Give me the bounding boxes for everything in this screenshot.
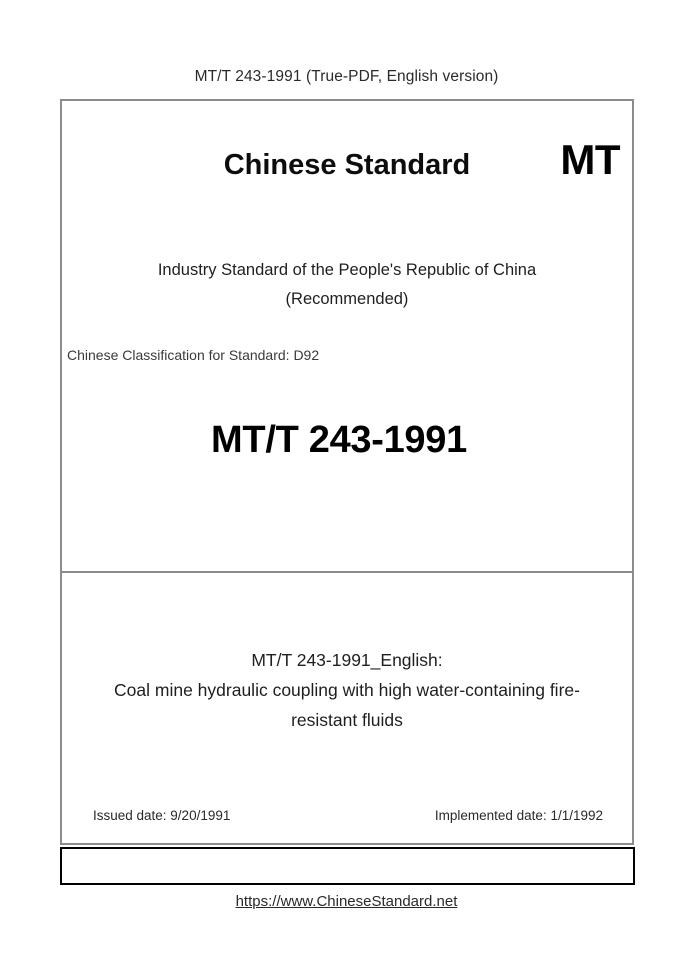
- page-title: Chinese Standard: [223, 149, 471, 181]
- mt-logo: MT: [560, 136, 620, 183]
- cover-lower-section: [62, 575, 632, 843]
- classification-code: Chinese Classification for Standard: D92: [67, 347, 320, 363]
- english-reference-line: MT/T 243-1991_English:: [251, 650, 443, 670]
- document-header-line: MT/T 243-1991 (True-PDF, English version): [194, 68, 499, 85]
- cover-title-row: [62, 136, 632, 205]
- issuer-line-secondary: (Recommended): [285, 290, 409, 308]
- standard-number: MT/T 243-1991: [211, 419, 467, 461]
- dates-row: [62, 808, 632, 828]
- footer-url-text[interactable]: https://www.ChineseStandard.net: [235, 893, 458, 910]
- issuer-block: [62, 256, 632, 314]
- issued-date: Issued date: 9/20/1991: [93, 808, 231, 823]
- publisher-bar: [60, 847, 635, 885]
- issuer-line-primary: Industry Standard of the People's Republic of China: [157, 261, 537, 279]
- english-title-block: [72, 645, 622, 735]
- cover-upper-section: [62, 101, 632, 573]
- english-title-line-2: resistant fluids: [291, 710, 403, 730]
- implemented-date: Implemented date: 1/1/1992: [434, 808, 603, 823]
- cover-frame: [60, 99, 634, 845]
- english-title-line-1: Coal mine hydraulic coupling with high water-containing fire-: [114, 680, 580, 700]
- footer-url[interactable]: [0, 893, 693, 910]
